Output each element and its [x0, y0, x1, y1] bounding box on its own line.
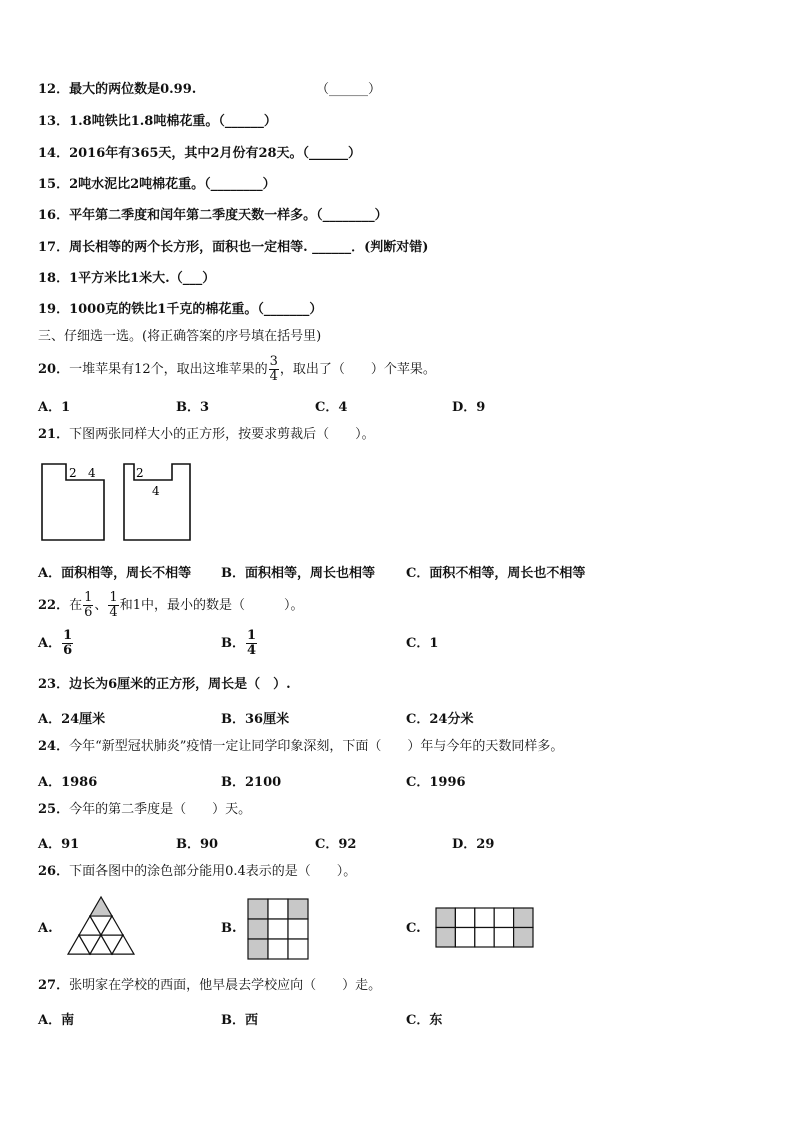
option-a[interactable]: A．1986 [38, 775, 98, 790]
question-21 [38, 427, 375, 443]
grid-cell [475, 908, 494, 928]
triangle-cell [90, 897, 112, 916]
option-b[interactable]: B．西 [221, 1013, 258, 1028]
grid-cell [475, 928, 494, 948]
option-a[interactable] [38, 628, 74, 660]
question-19 [38, 302, 322, 318]
grid-cell [288, 919, 308, 939]
question-text: 今年“新型冠状肺炎”疫情一定让同学印象深刻，下面（ ）年与今年的天数同样多。 [69, 739, 564, 754]
question-number: 27． [38, 978, 70, 993]
option-b[interactable]: B．面积相等，周长也相等 [221, 566, 375, 581]
option-b[interactable]: B. [221, 921, 237, 936]
answer-blank: （______） [316, 82, 382, 97]
grid-cell [288, 939, 308, 959]
question-number: 15． [38, 177, 70, 192]
question-text: 2016年有365天，其中2月份有28天。（______） [69, 146, 362, 161]
grid-cell [248, 899, 268, 919]
question-number: 25． [38, 802, 70, 817]
grid-cell [514, 908, 533, 928]
option-b[interactable]: B．36厘米 [221, 712, 290, 727]
option-a[interactable]: A．91 [38, 837, 80, 852]
question-number: 22． [38, 598, 70, 613]
grid-3x3-figure[interactable] [247, 898, 309, 960]
label-2: 2 [136, 466, 144, 480]
question-14 [38, 146, 361, 162]
question-text: 下面各图中的涂色部分能用0.4表示的是（ ）。 [69, 864, 357, 879]
square-middle-cut [124, 464, 190, 540]
grid-cell [514, 928, 533, 948]
question-number: 17． [38, 240, 70, 255]
grid-cell [268, 919, 288, 939]
triangle-figure[interactable] [64, 895, 138, 961]
question-text: 2吨水泥比2吨棉花重。（________） [69, 177, 276, 192]
question-text: 边长为6厘米的正方形，周长是（ ）. [69, 677, 291, 692]
question-number: 24． [38, 739, 70, 754]
fraction-one-sixth [62, 629, 73, 658]
option-c[interactable]: C．1996 [406, 775, 466, 790]
question-number: 13． [38, 114, 70, 129]
separator: 、 [94, 598, 108, 613]
question-27 [38, 978, 381, 994]
cut-square-figures [38, 460, 208, 544]
fraction-numerator: 1 [63, 628, 73, 643]
question-25 [38, 802, 251, 818]
question-text: 1000克的铁比1千克的棉花重。（_______） [69, 302, 323, 317]
label-4: 4 [152, 484, 160, 498]
fraction-denominator: 4 [269, 369, 278, 384]
grid-cell [494, 908, 513, 928]
option-d[interactable]: D．9 [452, 400, 486, 415]
fraction-denominator: 6 [63, 643, 73, 658]
question-text: 1.8吨铁比1.8吨棉花重。（______） [69, 114, 277, 129]
option-c[interactable]: C. [406, 921, 421, 936]
grid-cell [436, 908, 455, 928]
option-label: A． [38, 636, 62, 651]
question-text: 下图两张同样大小的正方形，按要求剪裁后（ ）。 [69, 427, 375, 442]
question-text: 今年的第二季度是（ ）天。 [69, 802, 252, 817]
option-a[interactable]: A．南 [38, 1013, 75, 1028]
question-text: 在 [69, 598, 83, 613]
fraction-one-fourth [108, 591, 118, 620]
question-number: 12． [38, 82, 70, 97]
option-label: B． [221, 636, 245, 651]
question-number: 18． [38, 271, 70, 286]
fraction-denominator: 4 [247, 643, 257, 658]
grid-cell [268, 939, 288, 959]
question-23 [38, 677, 291, 693]
option-a[interactable]: A．24厘米 [38, 712, 106, 727]
section-heading: 三、仔细选一选。(将正确答案的序号填在括号里) [38, 329, 322, 344]
question-number: 23． [38, 677, 70, 692]
fraction-denominator: 4 [109, 605, 118, 620]
fraction-denominator: 6 [84, 605, 93, 620]
question-text: 张明家在学校的西面，他早晨去学校应向（ ）走。 [69, 978, 382, 993]
question-22 [38, 590, 303, 622]
question-18 [38, 271, 215, 287]
question-number: 19． [38, 302, 70, 317]
question-text: 最大的两位数是0.99. [69, 82, 197, 97]
grid-cell [268, 899, 288, 919]
question-text: ，取出了（ ）个苹果。 [279, 362, 436, 377]
option-b[interactable]: B．2100 [221, 775, 282, 790]
question-12 [38, 82, 196, 98]
fraction-numerator: 1 [84, 590, 93, 605]
question-number: 20． [38, 362, 70, 377]
fraction-one-sixth [83, 591, 93, 620]
grid-cell [436, 928, 455, 948]
grid-cell [494, 928, 513, 948]
option-a[interactable]: A. [38, 921, 53, 936]
question-15 [38, 177, 276, 193]
question-13 [38, 114, 277, 130]
question-text: 1平方米比1米大.（___） [69, 271, 216, 286]
option-b[interactable]: B．3 [176, 400, 210, 415]
option-d[interactable]: D．29 [452, 837, 495, 852]
option-c[interactable]: C．4 [315, 400, 348, 415]
question-number: 21． [38, 427, 70, 442]
option-c[interactable]: C．面积不相等，周长也不相等 [406, 566, 586, 581]
option-b[interactable]: B．90 [176, 837, 219, 852]
fraction-numerator: 3 [269, 354, 278, 369]
option-c[interactable]: C．1 [406, 636, 439, 651]
question-26 [38, 864, 356, 880]
grid-cell [455, 908, 474, 928]
label-4: 4 [88, 466, 96, 480]
fraction-one-fourth [246, 629, 257, 658]
question-24 [38, 739, 563, 755]
option-c[interactable]: C．东 [406, 1013, 443, 1028]
grid-cell [248, 919, 268, 939]
grid-cell [455, 928, 474, 948]
fraction-numerator: 1 [247, 628, 257, 643]
question-20 [38, 354, 436, 386]
question-16 [38, 208, 388, 224]
grid-cell [248, 939, 268, 959]
fraction-numerator: 1 [109, 590, 118, 605]
option-b[interactable] [221, 628, 258, 660]
grid-cell [288, 899, 308, 919]
grid-2x5-figure[interactable] [435, 907, 535, 949]
question-number: 14． [38, 146, 70, 161]
question-17 [38, 240, 428, 256]
question-text: 和1中，最小的数是（ ）。 [119, 598, 304, 613]
option-c[interactable]: C．92 [315, 837, 357, 852]
question-number: 26． [38, 864, 70, 879]
option-a[interactable]: A．面积相等，周长不相等 [38, 566, 192, 581]
question-number: 16． [38, 208, 70, 223]
option-a[interactable]: A．1 [38, 400, 71, 415]
fraction [269, 355, 279, 384]
question-text: 周长相等的两个长方形，面积也一定相等. ______．(判断对错) [69, 240, 429, 255]
question-text: 平年第二季度和闰年第二季度天数一样多。（________） [69, 208, 388, 223]
question-text: 一堆苹果有12个，取出这堆苹果的 [69, 362, 268, 377]
option-c[interactable]: C．24分米 [406, 712, 474, 727]
label-2: 2 [69, 466, 77, 480]
